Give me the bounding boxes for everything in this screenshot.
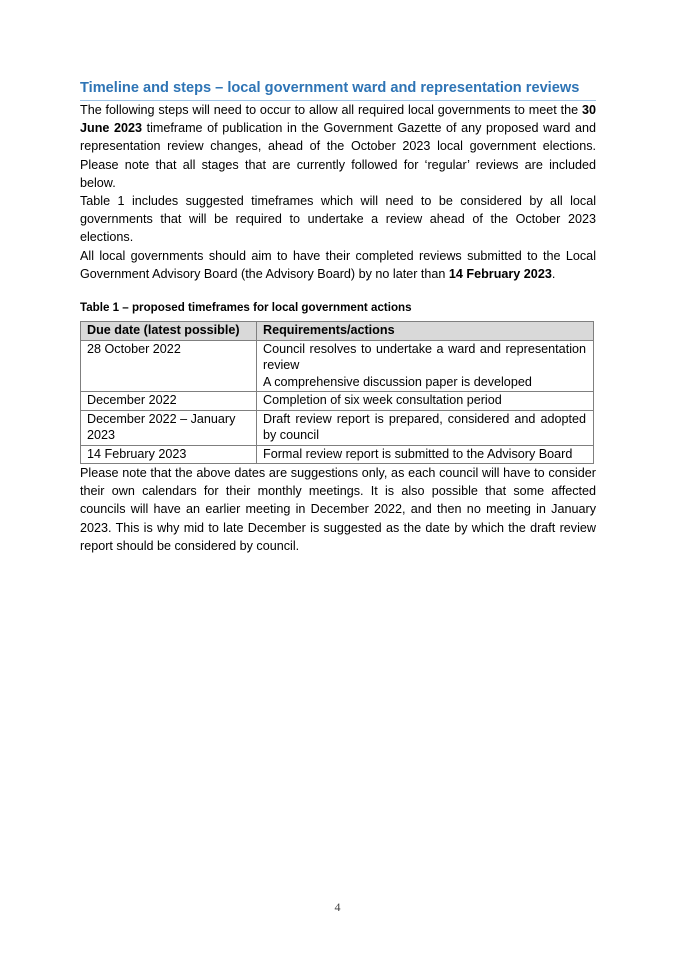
table-header-row [81, 322, 594, 341]
requirement-text: Council resolves to undertake a ward and representation review [263, 341, 586, 373]
paragraph-intro [80, 101, 596, 192]
table-row [81, 410, 594, 445]
section-heading: Timeline and steps – local government ward and representation reviews [80, 78, 596, 101]
paragraph-submission [80, 247, 596, 283]
table-caption: Table 1 – proposed timeframes for local government actions [80, 301, 412, 315]
paragraph-note: Please note that the above dates are suggestions only, as each council will have to consider their own calendars for their monthly meetings. It is also possible that some affected councils will have an earlier meeting in December 2022, and then no meeting in January 2023. This is why mid to late December is suggested as the date by which the draft review report should be considered by council. [80, 466, 596, 553]
due-date-cell: 14 February 2023 [81, 445, 257, 464]
table-row [81, 340, 594, 392]
requirements-cell: Draft review report is prepared, considered and adopted by council [257, 410, 594, 445]
submission-date-bold: 14 February 2023 [448, 266, 552, 281]
column-header-due-date: Due date (latest possible) [81, 322, 257, 341]
deadline-date-bold: 30 June 2023 [80, 103, 596, 136]
timeframes-table [80, 321, 594, 464]
paragraph-intro-text-1: The following steps will need to occur to allow all required local governments to meet the [80, 103, 582, 117]
paragraph-intro-text-2: timeframe of publication in the Government Gazette of any proposed ward and representation review changes, ahead of the October 2023 local government elections. Please note that all stages that are currently followed for ‘regular’ reviews are included below. [80, 121, 596, 190]
table-row [81, 445, 594, 464]
due-date-cell: December 2022 [81, 392, 257, 411]
document-page [80, 78, 596, 555]
paragraph-table-intro: Table 1 includes suggested timeframes which will need to be considered by all local governments that will be required to undertake a review ahead of the October 2023 elections. [80, 194, 596, 245]
table-row [81, 392, 594, 411]
column-header-requirements: Requirements/actions [257, 322, 594, 341]
paragraph-submission-text-1: All local governments should aim to have their completed reviews submitted to the Local Government Advisory Board (the Advisory Board) by no later than [80, 248, 596, 281]
due-date-cell: 28 October 2022 [81, 340, 257, 392]
due-date-cell: December 2022 – January 2023 [81, 410, 257, 445]
requirements-cell [257, 340, 594, 392]
paragraph-submission-text-2: . [551, 266, 556, 281]
page-number: 4 [334, 900, 341, 914]
requirements-cell: Completion of six week consultation period [257, 392, 594, 411]
requirements-cell: Formal review report is submitted to the Advisory Board [257, 445, 594, 464]
requirement-text: A comprehensive discussion paper is developed [263, 374, 532, 389]
